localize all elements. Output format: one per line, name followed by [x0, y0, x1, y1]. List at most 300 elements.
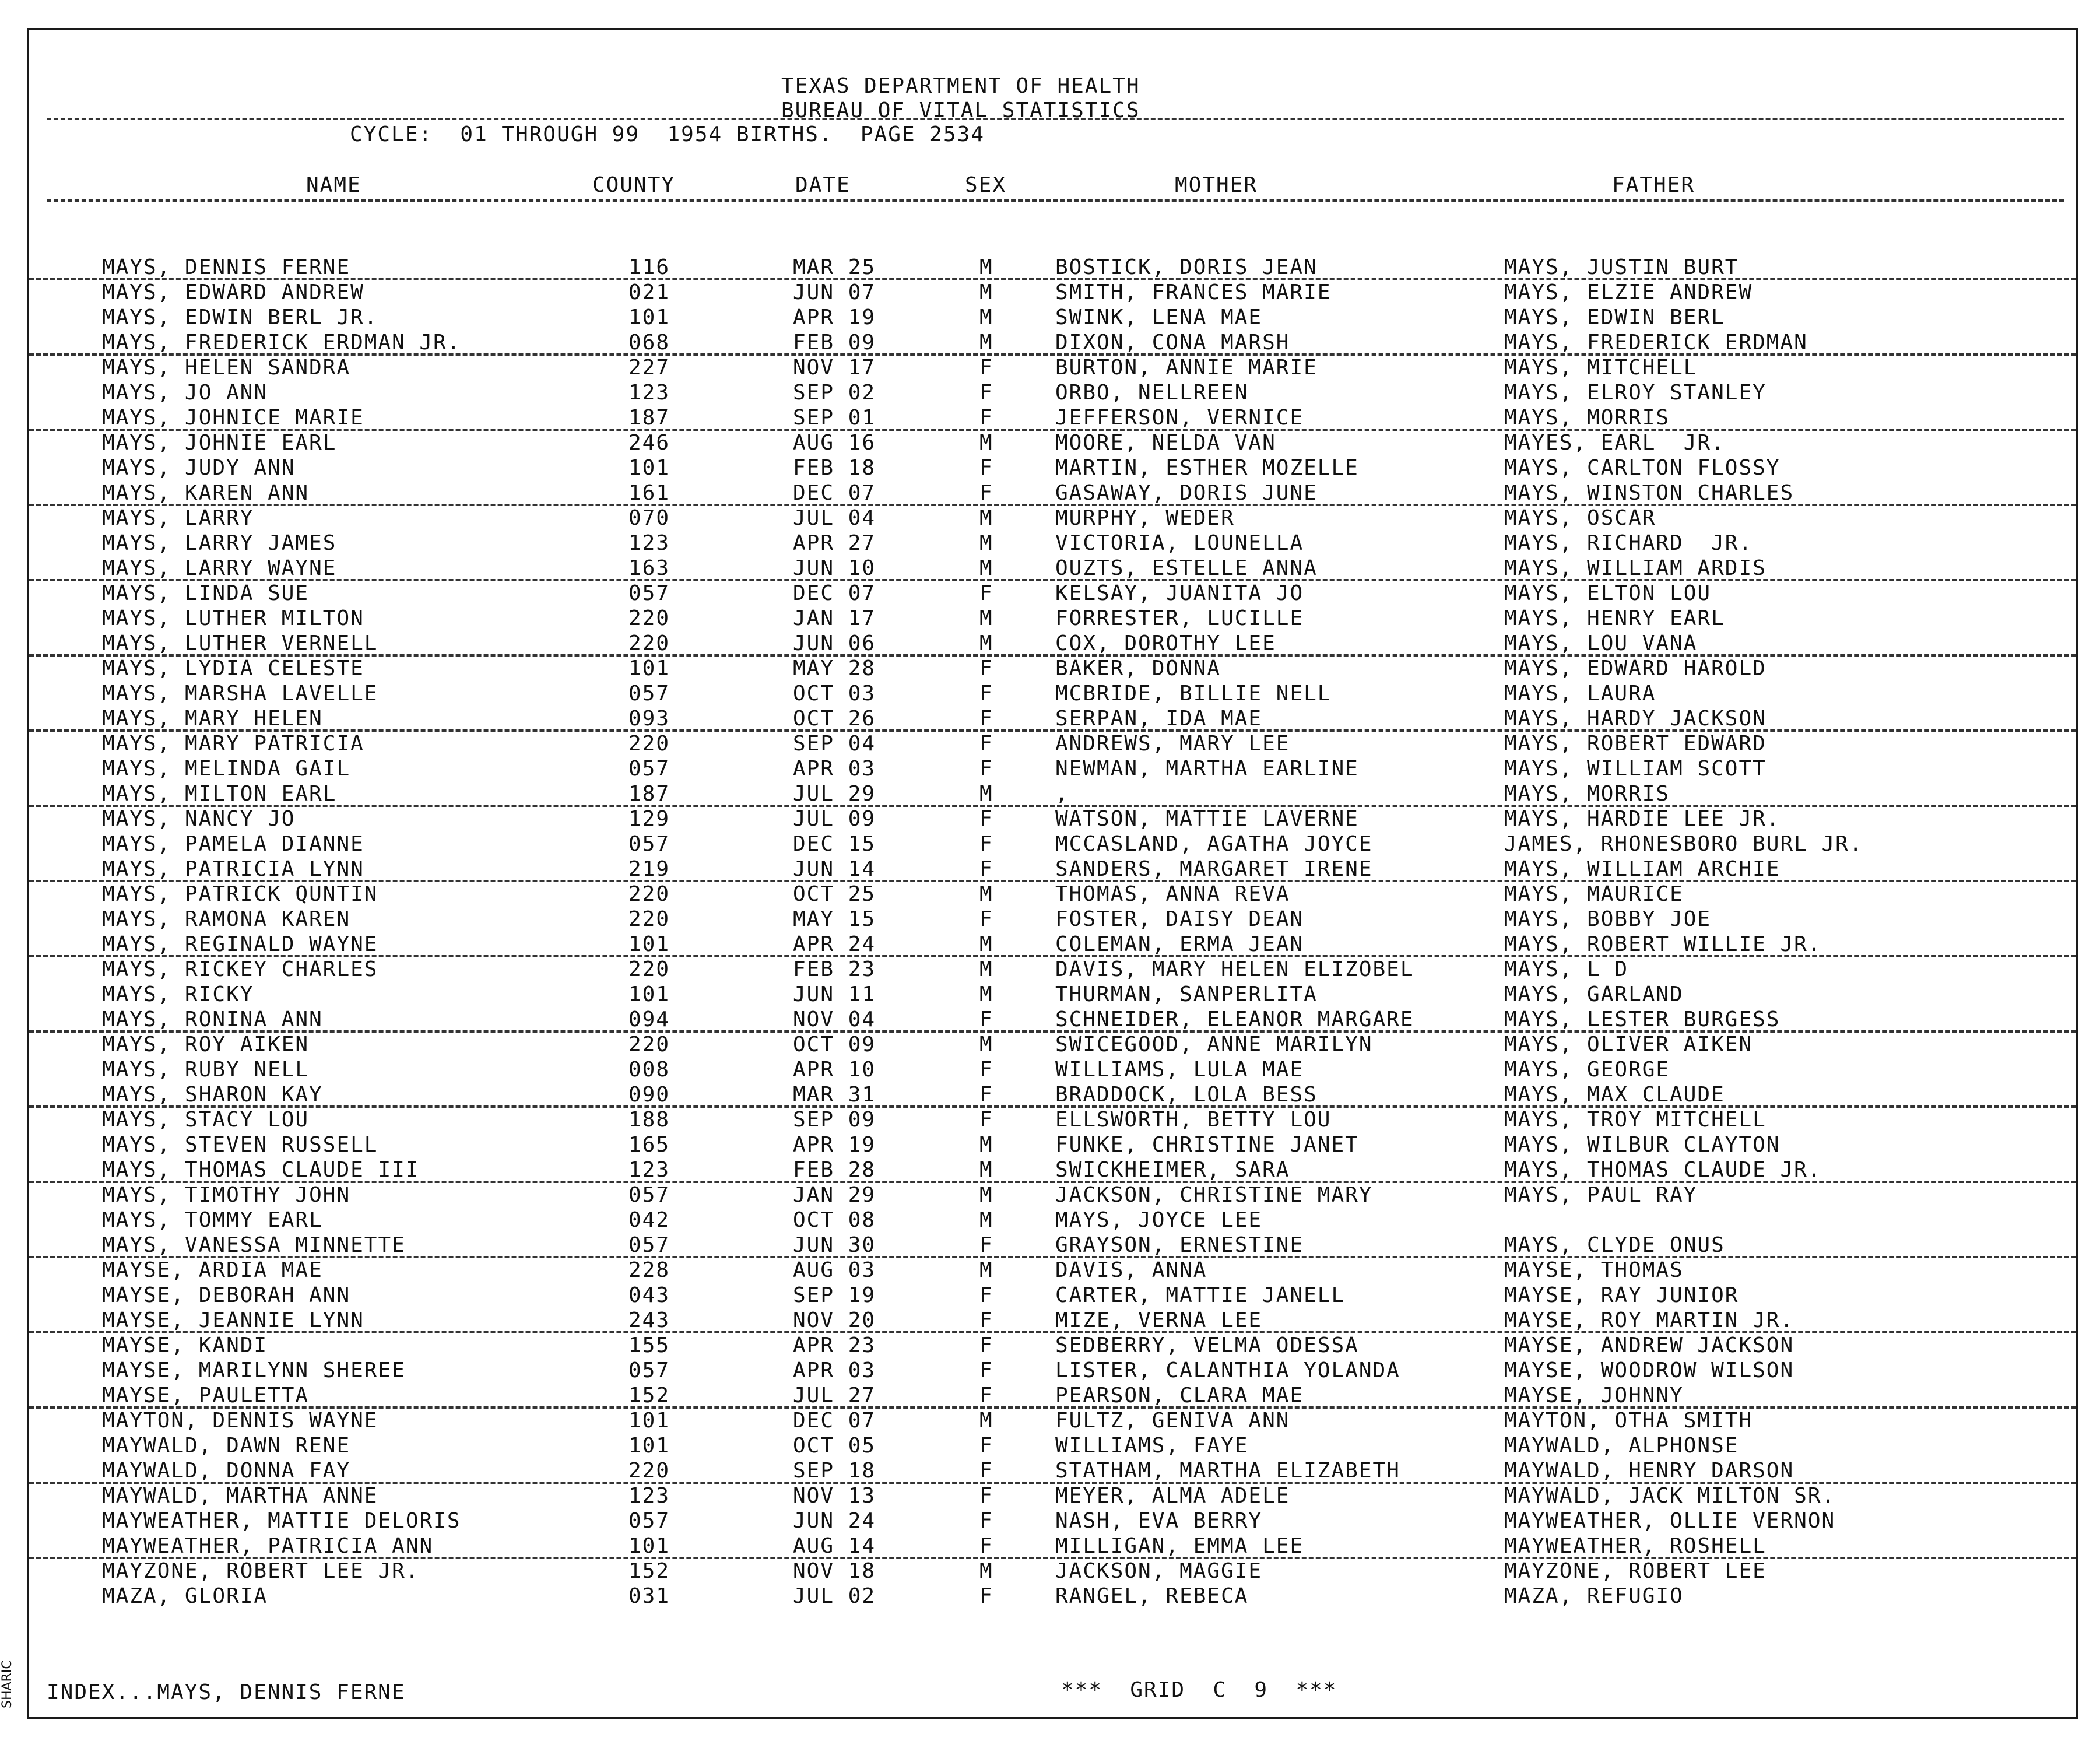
records-table: [29, 255, 2076, 1609]
cell-county: 220: [628, 631, 670, 655]
cell-date: APR 03: [793, 1359, 876, 1382]
cell-name: MAYS, LARRY: [102, 506, 254, 530]
cell-father: MAYS, RICHARD JR.: [1504, 531, 1753, 555]
table-row: [29, 657, 2076, 682]
table-row: [29, 1158, 2076, 1183]
header-divider: [47, 118, 2064, 120]
cell-name: MAYS, KAREN ANN: [102, 481, 310, 505]
cell-date: SEP 19: [793, 1283, 876, 1307]
cell-sex: F: [979, 807, 993, 831]
cell-county: 093: [628, 707, 670, 731]
cell-county: 123: [628, 381, 670, 405]
cell-date: SEP 04: [793, 732, 876, 756]
cell-name: MAYS, RONINA ANN: [102, 1008, 323, 1031]
cell-mother: LISTER, CALANTHIA YOLANDA: [1055, 1359, 1400, 1382]
cell-date: SEP 18: [793, 1459, 876, 1483]
cell-name: MAYS, JOHNICE MARIE: [102, 406, 364, 430]
cell-father: MAYSE, RAY JUNIOR: [1504, 1283, 1739, 1307]
cell-sex: F: [979, 732, 993, 756]
cell-mother: MCCASLAND, AGATHA JOYCE: [1055, 832, 1373, 856]
cell-name: MAYS, PATRICK QUNTIN: [102, 882, 378, 906]
cell-sex: F: [979, 682, 993, 705]
cell-father: MAYS, GARLAND: [1504, 982, 1684, 1006]
cell-county: 057: [628, 1509, 670, 1533]
cell-father: MAYS, WILLIAM SCOTT: [1504, 757, 1767, 781]
cell-county: 043: [628, 1283, 670, 1307]
cell-county: 101: [628, 657, 670, 680]
cell-date: JUL 04: [793, 506, 876, 530]
cell-sex: F: [979, 406, 993, 430]
table-row: [29, 631, 2076, 657]
cell-sex: F: [979, 1308, 993, 1332]
cell-mother: RANGEL, REBECA: [1055, 1584, 1249, 1608]
cell-name: MAYS, MARY PATRICIA: [102, 732, 364, 756]
cell-sex: M: [979, 1409, 993, 1433]
cell-county: 057: [628, 581, 670, 605]
cell-date: NOV 13: [793, 1484, 876, 1508]
cycle-info: CYCLE: 01 THROUGH 99 1954 BIRTHS. PAGE 2534: [350, 122, 985, 146]
cell-father: MAYS, EDWIN BERL: [1504, 306, 1725, 329]
cell-father: MAYS, HENRY EARL: [1504, 606, 1725, 630]
cell-date: JUN 14: [793, 857, 876, 881]
table-row: [29, 1108, 2076, 1133]
cell-sex: F: [979, 1459, 993, 1483]
cell-date: AUG 16: [793, 431, 876, 455]
cell-father: MAYS, CARLTON FLOSSY: [1504, 456, 1781, 480]
cell-name: MAYWALD, MARTHA ANNE: [102, 1484, 378, 1508]
cell-sex: M: [979, 882, 993, 906]
cell-sex: M: [979, 280, 993, 304]
cell-date: SEP 02: [793, 381, 876, 405]
footer-index: INDEX...MAYS, DENNIS FERNE: [47, 1680, 406, 1704]
cell-date: FEB 09: [793, 331, 876, 354]
cell-father: MAYS, MORRIS: [1504, 406, 1670, 430]
cell-county: 101: [628, 932, 670, 956]
cell-date: APR 10: [793, 1058, 876, 1082]
cell-sex: M: [979, 506, 993, 530]
footer-grid: *** GRID C 9 ***: [1061, 1678, 1337, 1702]
table-row: [29, 1584, 2076, 1609]
cell-mother: ELLSWORTH, BETTY LOU: [1055, 1108, 1332, 1132]
cell-sex: M: [979, 531, 993, 555]
column-header-father: FATHER: [1612, 173, 1695, 197]
cell-father: MAYS, WILLIAM ARCHIE: [1504, 857, 1781, 881]
cell-county: 101: [628, 456, 670, 480]
cell-father: MAYS, EDWARD HAROLD: [1504, 657, 1767, 680]
cell-date: APR 24: [793, 932, 876, 956]
cell-father: MAYS, FREDERICK ERDMAN: [1504, 331, 1808, 354]
cell-father: MAYES, EARL JR.: [1504, 431, 1725, 455]
table-row: [29, 1283, 2076, 1308]
cell-county: 123: [628, 1484, 670, 1508]
side-mark: SHARIC: [0, 1660, 15, 1708]
cell-county: 116: [628, 255, 670, 279]
cell-mother: DAVIS, ANNA: [1055, 1258, 1207, 1282]
cell-county: 165: [628, 1133, 670, 1157]
cell-name: MAYSE, ARDIA MAE: [102, 1258, 323, 1282]
cell-name: MAYWEATHER, MATTIE DELORIS: [102, 1509, 461, 1533]
table-row: [29, 1208, 2076, 1233]
cell-date: APR 19: [793, 1133, 876, 1157]
cell-sex: F: [979, 707, 993, 731]
cell-mother: DIXON, CONA MARSH: [1055, 331, 1290, 354]
table-row: [29, 1509, 2076, 1534]
cell-father: MAYS, ELTON LOU: [1504, 581, 1712, 605]
cell-county: 243: [628, 1308, 670, 1332]
cell-county: 057: [628, 832, 670, 856]
cell-mother: MIZE, VERNA LEE: [1055, 1308, 1263, 1332]
cell-name: MAYS, VANESSA MINNETTE: [102, 1233, 406, 1257]
table-row: [29, 1434, 2076, 1459]
cell-sex: F: [979, 907, 993, 931]
cell-father: MAYS, LOU VANA: [1504, 631, 1698, 655]
cell-mother: MAYS, JOYCE LEE: [1055, 1208, 1263, 1232]
table-row: [29, 1258, 2076, 1283]
cell-date: DEC 07: [793, 581, 876, 605]
cell-mother: SWICEGOOD, ANNE MARILYN: [1055, 1033, 1373, 1056]
cell-mother: MOORE, NELDA VAN: [1055, 431, 1276, 455]
cell-father: MAYS, LESTER BURGESS: [1504, 1008, 1781, 1031]
cell-sex: F: [979, 857, 993, 881]
cell-county: 101: [628, 306, 670, 329]
cell-county: 057: [628, 1359, 670, 1382]
cell-county: 155: [628, 1333, 670, 1357]
cell-date: AUG 14: [793, 1534, 876, 1558]
document-title: TEXAS DEPARTMENT OF HEALTH: [781, 74, 1140, 98]
cell-mother: SCHNEIDER, ELEANOR MARGARE: [1055, 1008, 1414, 1031]
cell-sex: F: [979, 1584, 993, 1608]
table-row: [29, 331, 2076, 356]
cell-father: MAYS, ROBERT WILLIE JR.: [1504, 932, 1822, 956]
cell-father: MAYS, MAURICE: [1504, 882, 1684, 906]
table-row: [29, 255, 2076, 280]
cell-name: MAYS, LINDA SUE: [102, 581, 310, 605]
cell-county: 021: [628, 280, 670, 304]
cell-mother: MILLIGAN, EMMA LEE: [1055, 1534, 1304, 1558]
cell-sex: F: [979, 1083, 993, 1107]
cell-father: MAYS, JUSTIN BURT: [1504, 255, 1739, 279]
cell-sex: M: [979, 782, 993, 806]
column-header-date: DATE: [795, 173, 851, 197]
cell-sex: F: [979, 657, 993, 680]
cell-mother: SANDERS, MARGARET IRENE: [1055, 857, 1373, 881]
table-row: [29, 406, 2076, 431]
cell-date: DEC 15: [793, 832, 876, 856]
cell-name: MAYS, LARRY WAYNE: [102, 556, 337, 580]
cell-father: MAYSE, WOODROW WILSON: [1504, 1359, 1795, 1382]
table-row: [29, 1409, 2076, 1434]
cell-mother: SERPAN, IDA MAE: [1055, 707, 1263, 731]
cell-sex: M: [979, 331, 993, 354]
cell-sex: F: [979, 456, 993, 480]
cell-county: 227: [628, 356, 670, 380]
cell-name: MAYS, DENNIS FERNE: [102, 255, 351, 279]
cell-sex: M: [979, 982, 993, 1006]
cell-county: 123: [628, 531, 670, 555]
cell-date: AUG 03: [793, 1258, 876, 1282]
table-row: [29, 982, 2076, 1008]
table-row: [29, 857, 2076, 882]
cell-county: 042: [628, 1208, 670, 1232]
cell-father: MAYS, OLIVER AIKEN: [1504, 1033, 1753, 1056]
table-row: [29, 606, 2076, 631]
cell-sex: F: [979, 481, 993, 505]
cell-date: JAN 29: [793, 1183, 876, 1207]
cell-date: APR 03: [793, 757, 876, 781]
cell-father: MAYS, GEORGE: [1504, 1058, 1670, 1082]
cell-father: MAYS, HARDY JACKSON: [1504, 707, 1767, 731]
cell-county: 008: [628, 1058, 670, 1082]
cell-mother: FULTZ, GENIVA ANN: [1055, 1409, 1290, 1433]
cell-father: MAYWALD, JACK MILTON SR.: [1504, 1484, 1836, 1508]
cell-county: 220: [628, 1459, 670, 1483]
cell-county: 068: [628, 331, 670, 354]
cell-date: DEC 07: [793, 1409, 876, 1433]
cell-father: MAYS, THOMAS CLAUDE JR.: [1504, 1158, 1822, 1182]
cell-father: MAYWEATHER, ROSHELL: [1504, 1534, 1767, 1558]
cell-name: MAYS, RICKEY CHARLES: [102, 957, 378, 981]
cell-name: MAYTON, DENNIS WAYNE: [102, 1409, 378, 1433]
cell-father: MAYS, LAURA: [1504, 682, 1656, 705]
cell-name: MAYS, TIMOTHY JOHN: [102, 1183, 351, 1207]
bureau-name: BUREAU OF VITAL STATISTICS: [781, 99, 1140, 122]
cell-sex: M: [979, 1559, 993, 1583]
cell-sex: M: [979, 606, 993, 630]
cell-sex: F: [979, 581, 993, 605]
cell-sex: M: [979, 1133, 993, 1157]
cell-sex: M: [979, 431, 993, 455]
cell-sex: M: [979, 631, 993, 655]
cell-sex: M: [979, 306, 993, 329]
cell-mother: JEFFERSON, VERNICE: [1055, 406, 1304, 430]
cell-date: JUN 30: [793, 1233, 876, 1257]
table-row: [29, 1484, 2076, 1509]
table-row: [29, 1333, 2076, 1359]
cell-date: MAR 25: [793, 255, 876, 279]
cell-county: 188: [628, 1108, 670, 1132]
cell-mother: DAVIS, MARY HELEN ELIZOBEL: [1055, 957, 1414, 981]
cell-county: 220: [628, 907, 670, 931]
cell-mother: BURTON, ANNIE MARIE: [1055, 356, 1318, 380]
cell-mother: FORRESTER, LUCILLE: [1055, 606, 1304, 630]
table-row: [29, 381, 2076, 406]
table-row: [29, 832, 2076, 857]
cell-county: 101: [628, 1434, 670, 1458]
cell-name: MAYSE, KANDI: [102, 1333, 268, 1357]
table-row: [29, 957, 2076, 982]
cell-mother: KELSAY, JUANITA JO: [1055, 581, 1304, 605]
cell-date: NOV 20: [793, 1308, 876, 1332]
table-row: [29, 932, 2076, 957]
cell-name: MAYS, PAMELA DIANNE: [102, 832, 364, 856]
cell-date: JUL 27: [793, 1384, 876, 1407]
cell-name: MAYS, EDWARD ANDREW: [102, 280, 364, 304]
cell-date: MAR 31: [793, 1083, 876, 1107]
cell-name: MAYS, RUBY NELL: [102, 1058, 310, 1082]
cell-father: MAYS, OSCAR: [1504, 506, 1656, 530]
cell-county: 220: [628, 606, 670, 630]
table-row: [29, 456, 2076, 481]
table-row: [29, 431, 2076, 456]
cell-father: MAYS, TROY MITCHELL: [1504, 1108, 1767, 1132]
table-row: [29, 1083, 2076, 1108]
cell-father: MAYZONE, ROBERT LEE: [1504, 1559, 1767, 1583]
cell-date: MAY 15: [793, 907, 876, 931]
table-row: [29, 1559, 2076, 1584]
cell-sex: M: [979, 932, 993, 956]
cell-father: MAYSE, ROY MARTIN JR.: [1504, 1308, 1795, 1332]
cell-sex: M: [979, 1033, 993, 1056]
cell-sex: M: [979, 1208, 993, 1232]
cell-county: 057: [628, 1183, 670, 1207]
cell-mother: BRADDOCK, LOLA BESS: [1055, 1083, 1318, 1107]
cell-sex: F: [979, 1359, 993, 1382]
cell-sex: F: [979, 832, 993, 856]
cell-sex: F: [979, 1108, 993, 1132]
table-row: [29, 506, 2076, 531]
cell-father: MAYWALD, HENRY DARSON: [1504, 1459, 1795, 1483]
table-row: [29, 682, 2076, 707]
cell-date: JAN 17: [793, 606, 876, 630]
cell-name: MAYS, JOHNIE EARL: [102, 431, 337, 455]
cell-mother: OUZTS, ESTELLE ANNA: [1055, 556, 1318, 580]
table-row: [29, 1459, 2076, 1484]
cell-date: MAY 28: [793, 657, 876, 680]
cell-county: 057: [628, 757, 670, 781]
cell-date: JUN 24: [793, 1509, 876, 1533]
cell-name: MAYS, MELINDA GAIL: [102, 757, 351, 781]
cell-father: MAYSE, ANDREW JACKSON: [1504, 1333, 1795, 1357]
table-row: [29, 1534, 2076, 1559]
cell-sex: F: [979, 1484, 993, 1508]
cell-sex: M: [979, 255, 993, 279]
cell-name: MAYSE, DEBORAH ANN: [102, 1283, 351, 1307]
cell-father: MAYS, WILLIAM ARDIS: [1504, 556, 1767, 580]
cell-sex: M: [979, 1158, 993, 1182]
cell-county: 057: [628, 682, 670, 705]
cell-mother: GASAWAY, DORIS JUNE: [1055, 481, 1318, 505]
cell-sex: F: [979, 356, 993, 380]
cell-mother: WILLIAMS, LULA MAE: [1055, 1058, 1304, 1082]
cell-date: JUL 09: [793, 807, 876, 831]
cell-name: MAYS, HELEN SANDRA: [102, 356, 351, 380]
table-row: [29, 581, 2076, 606]
cell-father: MAYS, MITCHELL: [1504, 356, 1698, 380]
cell-name: MAYS, LYDIA CELESTE: [102, 657, 364, 680]
cell-father: MAYS, WILBUR CLAYTON: [1504, 1133, 1781, 1157]
cell-name: MAYWALD, DONNA FAY: [102, 1459, 351, 1483]
cell-mother: WILLIAMS, FAYE: [1055, 1434, 1249, 1458]
cell-name: MAYS, PATRICIA LYNN: [102, 857, 364, 881]
cell-date: OCT 05: [793, 1434, 876, 1458]
cell-name: MAYS, TOMMY EARL: [102, 1208, 323, 1232]
cell-mother: FUNKE, CHRISTINE JANET: [1055, 1133, 1359, 1157]
cell-county: 070: [628, 506, 670, 530]
cell-date: JUN 10: [793, 556, 876, 580]
cell-name: MAYZONE, ROBERT LEE JR.: [102, 1559, 420, 1583]
cell-father: MAYS, CLYDE ONUS: [1504, 1233, 1725, 1257]
cell-county: 152: [628, 1384, 670, 1407]
cell-county: 220: [628, 882, 670, 906]
cell-date: OCT 09: [793, 1033, 876, 1056]
cell-father: MAYS, BOBBY JOE: [1504, 907, 1712, 931]
cell-father: MAYSE, THOMAS: [1504, 1258, 1684, 1282]
cell-mother: JACKSON, CHRISTINE MARY: [1055, 1183, 1373, 1207]
cell-name: MAYS, MILTON EARL: [102, 782, 337, 806]
cell-date: OCT 03: [793, 682, 876, 705]
cell-sex: F: [979, 1509, 993, 1533]
cell-county: 219: [628, 857, 670, 881]
cell-date: JUN 11: [793, 982, 876, 1006]
cell-sex: M: [979, 1258, 993, 1282]
cell-mother: NEWMAN, MARTHA EARLINE: [1055, 757, 1359, 781]
cell-mother: ,: [1055, 782, 1069, 806]
cell-county: 129: [628, 807, 670, 831]
cell-county: 123: [628, 1158, 670, 1182]
cell-county: 101: [628, 982, 670, 1006]
table-row: [29, 556, 2076, 581]
cell-name: MAYS, THOMAS CLAUDE III: [102, 1158, 420, 1182]
cell-county: 161: [628, 481, 670, 505]
cell-date: DEC 07: [793, 481, 876, 505]
cell-date: APR 19: [793, 306, 876, 329]
cell-date: APR 27: [793, 531, 876, 555]
cell-sex: F: [979, 381, 993, 405]
cell-county: 246: [628, 431, 670, 455]
cell-county: 228: [628, 1258, 670, 1282]
table-row: [29, 531, 2076, 556]
cell-mother: PEARSON, CLARA MAE: [1055, 1384, 1304, 1407]
table-row: [29, 807, 2076, 832]
cell-name: MAYS, EDWIN BERL JR.: [102, 306, 378, 329]
cell-mother: SEDBERRY, VELMA ODESSA: [1055, 1333, 1359, 1357]
cell-date: OCT 25: [793, 882, 876, 906]
cell-name: MAYS, ROY AIKEN: [102, 1033, 310, 1056]
cell-name: MAYS, RAMONA KAREN: [102, 907, 351, 931]
document-sheet: [27, 28, 2078, 1719]
cell-sex: M: [979, 556, 993, 580]
cell-mother: BAKER, DONNA: [1055, 657, 1221, 680]
table-row: [29, 1359, 2076, 1384]
table-row: [29, 732, 2076, 757]
cell-mother: MCBRIDE, BILLIE NELL: [1055, 682, 1332, 705]
cell-mother: BOSTICK, DORIS JEAN: [1055, 255, 1318, 279]
cell-name: MAYS, SHARON KAY: [102, 1083, 323, 1107]
cell-mother: MARTIN, ESTHER MOZELLE: [1055, 456, 1359, 480]
cell-date: FEB 28: [793, 1158, 876, 1182]
cell-mother: WATSON, MATTIE LAVERNE: [1055, 807, 1359, 831]
cell-name: MAYS, MARSHA LAVELLE: [102, 682, 378, 705]
cell-county: 187: [628, 406, 670, 430]
cell-father: MAYS, HARDIE LEE JR.: [1504, 807, 1781, 831]
cell-date: SEP 09: [793, 1108, 876, 1132]
table-row: [29, 1233, 2076, 1258]
cell-date: NOV 17: [793, 356, 876, 380]
cell-mother: NASH, EVA BERRY: [1055, 1509, 1263, 1533]
cell-county: 101: [628, 1534, 670, 1558]
cell-father: MAYWALD, ALPHONSE: [1504, 1434, 1739, 1458]
cell-sex: M: [979, 957, 993, 981]
cell-father: MAYS, ELROY STANLEY: [1504, 381, 1767, 405]
cell-name: MAYS, REGINALD WAYNE: [102, 932, 378, 956]
cell-county: 220: [628, 732, 670, 756]
cell-sex: F: [979, 1233, 993, 1257]
cell-mother: SWICKHEIMER, SARA: [1055, 1158, 1290, 1182]
cell-name: MAYS, JUDY ANN: [102, 456, 296, 480]
table-row: [29, 306, 2076, 331]
table-row: [29, 1058, 2076, 1083]
cell-name: MAZA, GLORIA: [102, 1584, 268, 1608]
